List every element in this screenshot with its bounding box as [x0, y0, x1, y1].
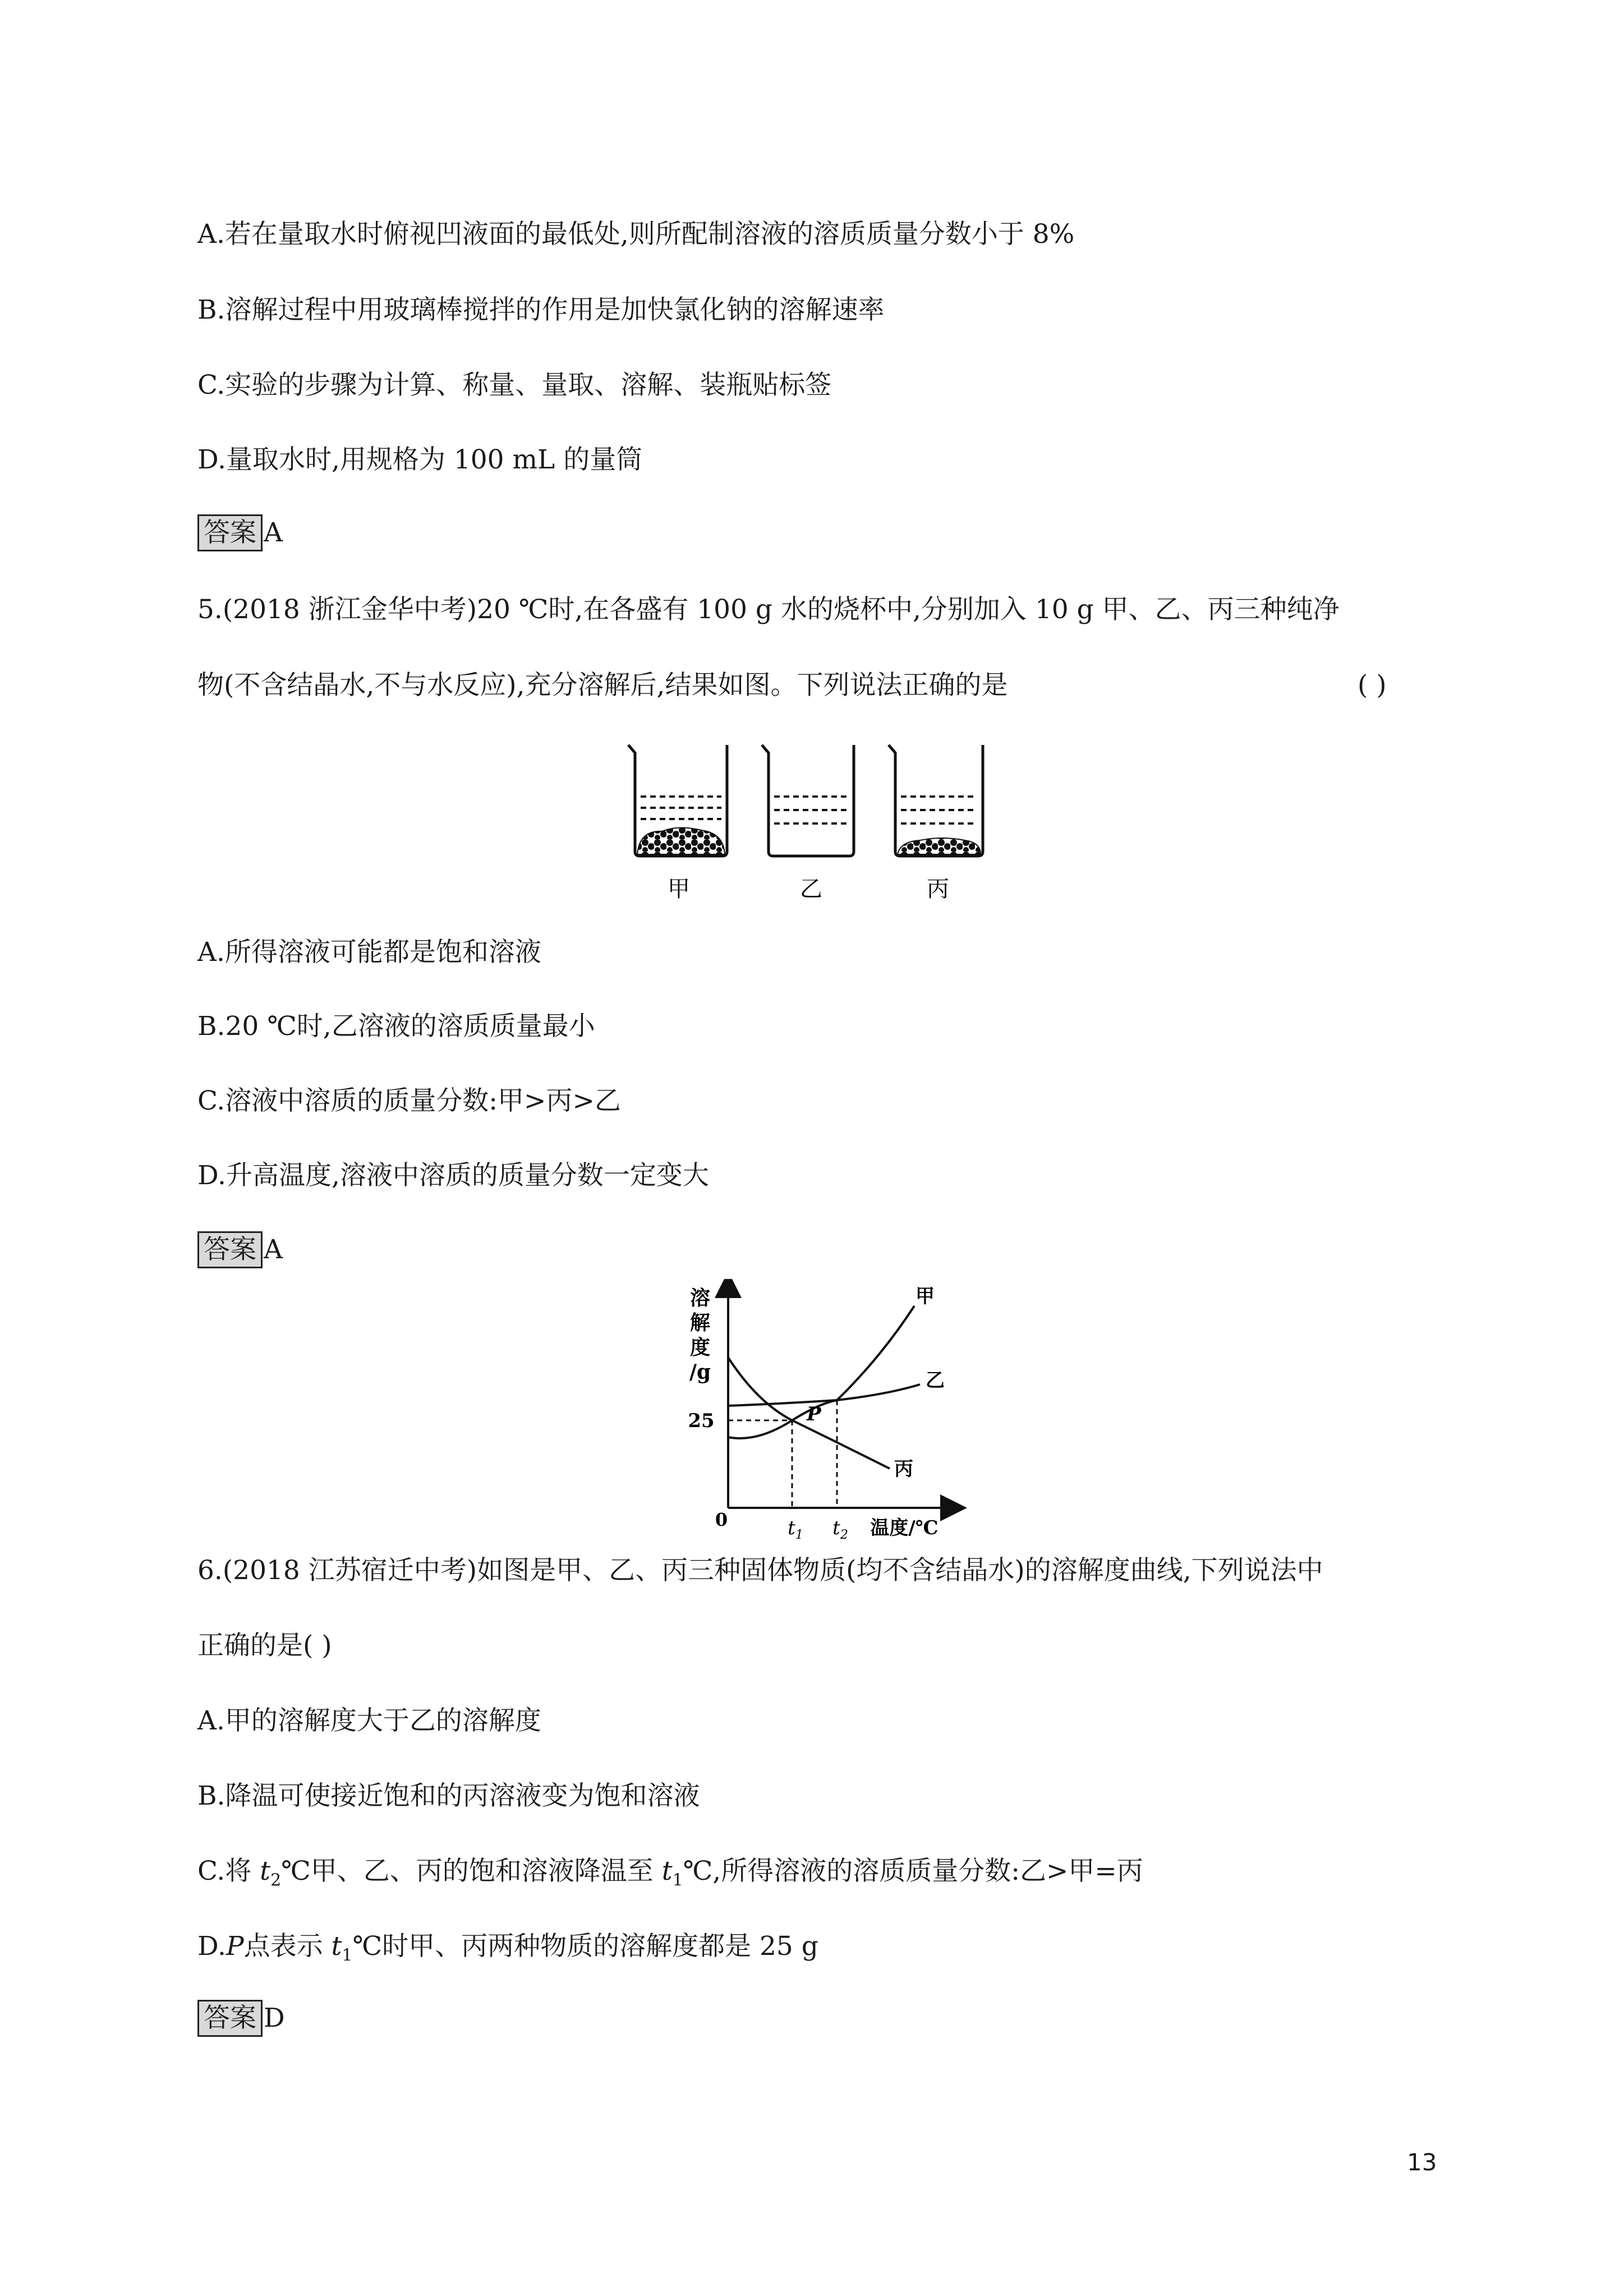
q6-answer-label: 答案	[197, 2000, 263, 2037]
beaker-bing	[889, 745, 983, 856]
q6-stem-line1: 6.(2018 江苏宿迁中考)如图是甲、乙、丙三种固体物质(均不含结晶水)的溶解度曲线,下列说法中	[197, 1555, 1323, 1586]
q6-stem-line2: 正确的是( )	[197, 1630, 332, 1661]
q5-option-b: B.20 ℃时,乙溶液的溶质质量最小	[197, 1011, 595, 1042]
q4-answer-value: A	[264, 517, 283, 548]
q5-option-c: C.溶液中溶质的质量分数:甲>丙>乙	[197, 1085, 621, 1116]
beaker-label-yi: 乙	[800, 876, 822, 902]
y-tick-25: 25	[688, 1410, 715, 1432]
q4-answer	[197, 514, 283, 551]
beaker-label-bing: 丙	[927, 876, 949, 902]
q6-option-a: A.甲的溶解度大于乙的溶解度	[197, 1705, 541, 1736]
q4-option-d: D.量取水时,用规格为 100 mL 的量筒	[197, 444, 643, 475]
q5-stem-line1: 5.(2018 浙江金华中考)20 ℃时,在各盛有 100 g 水的烧杯中,分别加入 10 g 甲、乙、丙三种纯净	[197, 594, 1340, 625]
y-label-char-1: 溶	[689, 1286, 711, 1310]
q6-answer	[197, 2000, 285, 2037]
q6-answer-value: D	[264, 2003, 285, 2033]
q4-option-b: B.溶解过程中用玻璃棒搅拌的作用是加快氯化钠的溶解速率	[197, 295, 885, 325]
q6-option-d: D.P点表示 $t_1℃$时甲、丙两种物质的溶解度都是 25 g	[197, 1931, 818, 1966]
y-label-char-4: /g	[689, 1360, 711, 1384]
y-label-char-3: 度	[689, 1336, 711, 1359]
solubility-graph	[673, 1279, 987, 1548]
beaker-label-jia: 甲	[668, 876, 690, 902]
series-label-bing: 丙	[894, 1458, 913, 1480]
beaker-yi	[762, 745, 854, 856]
q5-answer-paren: ( )	[1358, 670, 1387, 701]
q6-option-c: C.将 $t_2℃$甲、乙、丙的饱和溶液降温至 $t_1℃$,所得溶液的溶质质量分数:乙>甲=丙	[197, 1856, 1143, 1890]
y-label-char-2: 解	[689, 1311, 711, 1335]
q6-option-b: B.降温可使接近饱和的丙溶液变为饱和溶液	[197, 1780, 700, 1811]
beaker-jia	[628, 745, 727, 856]
x-tick-t2: $t_2$	[832, 1517, 848, 1542]
q5-beakers-figure	[617, 740, 1021, 903]
series-label-jia: 甲	[915, 1285, 935, 1308]
q5-answer-value: A	[264, 1234, 283, 1265]
q4-answer-label: 答案	[197, 514, 263, 551]
q5-stem-line2: 物(不含结晶水,不与水反应),充分溶解后,结果如图。下列说法正确的是	[197, 670, 1008, 701]
q5-option-d: D.升高温度,溶液中溶质的质量分数一定变大	[197, 1160, 709, 1191]
q5-answer-label: 答案	[197, 1231, 263, 1268]
q5-answer	[197, 1231, 283, 1268]
x-axis-label: 温度/℃	[870, 1517, 938, 1539]
x-tick-t1: $t_1$	[788, 1517, 803, 1542]
q4-option-a: A.若在量取水时俯视凹液面的最低处,则所配制溶液的溶质质量分数小于 8%	[197, 219, 1075, 250]
point-p-label: P	[807, 1403, 821, 1425]
series-label-yi: 乙	[926, 1369, 945, 1392]
curve-jia	[728, 1306, 914, 1438]
q4-option-c: C.实验的步骤为计算、称量、量取、溶解、装瓶贴标签	[197, 370, 832, 401]
origin-label: 0	[715, 1509, 728, 1530]
page-number: 13	[1407, 2148, 1437, 2176]
q5-option-a: A.所得溶液可能都是饱和溶液	[197, 937, 541, 968]
